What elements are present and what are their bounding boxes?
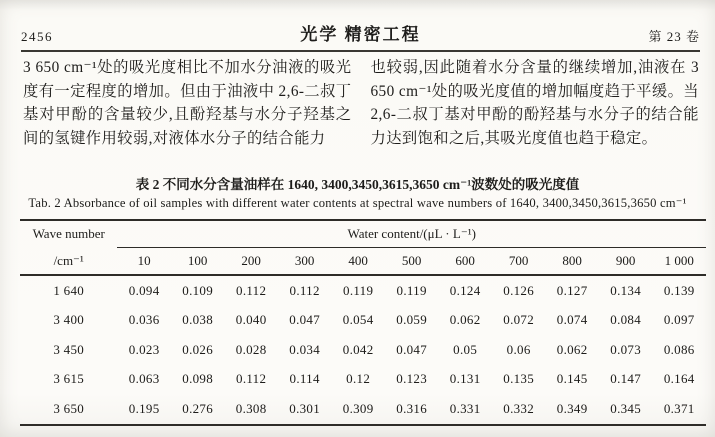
wave-number-cell: 3 450	[53, 341, 85, 357]
absorbance-cell: 0.074	[556, 312, 588, 328]
running-head	[21, 10, 700, 52]
absorbance-cell: 0.145	[556, 371, 588, 387]
absorbance-cell: 0.038	[182, 312, 214, 328]
table-row	[20, 365, 706, 395]
wave-number-cell: 3 615	[53, 371, 85, 387]
absorbance-cell: 0.109	[182, 282, 214, 298]
absorbance-cell: 0.332	[503, 400, 535, 416]
absorbance-cell: 0.345	[610, 400, 642, 416]
absorbance-cell: 0.054	[342, 312, 374, 328]
table-subheader-row	[20, 248, 706, 276]
absorbance-cell: 0.05	[453, 341, 478, 357]
column-header: 1 000	[664, 253, 694, 268]
absorbance-cell: 0.047	[396, 341, 428, 357]
absorbance-cell: 0.309	[342, 400, 374, 416]
absorbance-cell: 0.112	[236, 371, 267, 387]
column-header: 700	[508, 253, 529, 268]
table-row	[20, 335, 706, 365]
page-number: 2456	[21, 29, 53, 44]
absorbance-cell: 0.097	[663, 312, 695, 328]
body-text	[23, 56, 699, 150]
absorbance-cell: 0.072	[503, 312, 535, 328]
absorbance-cell: 0.034	[289, 341, 321, 357]
column-header: 300	[294, 253, 315, 268]
absorbance-cell: 0.316	[396, 400, 428, 416]
absorbance-cell: 0.134	[610, 282, 642, 298]
body-left-column: 3 650 cm⁻¹处的吸光度相比不加水分油液的吸光度有一定程度的增加。但由于油液中 2,6-二叔丁基对甲酚的含量较少,且酚羟基与水分子羟基之间的氢键作用较弱,对液体水分子的结合能力	[23, 59, 352, 147]
absorbance-cell: 0.331	[449, 400, 481, 416]
absorbance-cell: 0.06	[506, 341, 531, 357]
absorbance-cell: 0.112	[236, 282, 267, 298]
absorbance-cell: 0.308	[235, 400, 267, 416]
table-container	[20, 219, 706, 426]
absorbance-cell: 0.276	[182, 400, 214, 416]
wave-number-cell: 3 400	[53, 312, 85, 328]
table-row	[20, 306, 706, 336]
absorbance-cell: 0.047	[289, 312, 321, 328]
wave-number-cell: 3 650	[53, 400, 85, 416]
table-group-header-row	[20, 220, 706, 248]
absorbance-cell: 0.059	[396, 312, 428, 328]
absorbance-cell: 0.073	[610, 341, 642, 357]
absorbance-cell: 0.098	[182, 371, 214, 387]
journal-title: 光学 精密工程	[300, 25, 421, 44]
table-head	[20, 220, 706, 275]
column-header: 400	[348, 253, 368, 268]
absorbance-cell: 0.164	[663, 371, 695, 387]
absorbance-cell: 0.114	[289, 371, 320, 387]
wave-number-unit: /cm⁻¹	[53, 252, 84, 268]
volume-label: 第 23 卷	[648, 29, 700, 44]
column-header: 500	[401, 253, 422, 268]
absorbance-cell: 0.063	[128, 371, 160, 387]
absorbance-cell: 0.023	[128, 341, 160, 357]
absorbance-cell: 0.040	[235, 312, 267, 328]
absorbance-cell: 0.086	[663, 341, 695, 357]
absorbance-table	[20, 219, 706, 426]
absorbance-cell: 0.084	[610, 312, 642, 328]
table-caption-en: Tab. 2 Absorbance of oil samples with different water contents at spectral wave numbers of 1640, 3400,3450,3615,3650 cm⁻¹	[28, 196, 687, 210]
absorbance-cell: 0.062	[449, 312, 481, 328]
column-header: 800	[562, 253, 582, 268]
body-right-column: 也较弱,因此随着水分含量的继续增加,油液在 3 650 cm⁻¹处的吸光度值的增加幅度趋于平缓。当 2,6-二叔丁基对甲酚的酚羟基与水分子的结合能力达到饱和之后,其吸光度值也趋于稳定。	[370, 59, 699, 147]
absorbance-cell: 0.127	[556, 282, 588, 298]
absorbance-cell: 0.131	[449, 371, 481, 387]
wave-number-cell: 1 640	[53, 282, 85, 298]
column-header: 900	[615, 253, 636, 268]
absorbance-cell: 0.094	[128, 282, 160, 298]
absorbance-cell: 0.301	[289, 400, 321, 416]
column-header: 10	[137, 253, 151, 268]
column-header: 600	[455, 253, 475, 268]
absorbance-cell: 0.126	[503, 282, 535, 298]
absorbance-cell: 0.036	[128, 312, 160, 328]
wave-number-header: Wave number	[32, 226, 105, 242]
column-header: 100	[187, 253, 208, 268]
table-row	[20, 275, 706, 306]
absorbance-cell: 0.124	[449, 282, 481, 298]
absorbance-cell: 0.12	[346, 371, 371, 387]
absorbance-cell: 0.135	[503, 371, 535, 387]
absorbance-cell: 0.139	[663, 282, 695, 298]
absorbance-cell: 0.123	[396, 371, 428, 387]
absorbance-cell: 0.042	[342, 341, 374, 357]
absorbance-cell: 0.349	[556, 400, 588, 416]
absorbance-cell: 0.026	[182, 341, 214, 357]
water-content-group-header: Water content/(μL · L⁻¹)	[117, 220, 706, 248]
absorbance-cell: 0.119	[343, 282, 374, 298]
absorbance-cell: 0.062	[556, 341, 588, 357]
absorbance-cell: 0.028	[235, 341, 267, 357]
column-header: 200	[241, 253, 261, 268]
absorbance-cell: 0.112	[289, 282, 320, 298]
absorbance-cell: 0.119	[396, 282, 427, 298]
table-body	[20, 275, 706, 425]
table-row	[20, 394, 706, 425]
table-caption-zh: 表 2 不同水分含量油样在 1640, 3400,3450,3615,3650 cm⁻¹波数处的吸光度值	[135, 177, 580, 192]
absorbance-cell: 0.147	[610, 371, 642, 387]
absorbance-cell: 0.371	[663, 400, 695, 416]
absorbance-cell: 0.195	[128, 400, 160, 416]
